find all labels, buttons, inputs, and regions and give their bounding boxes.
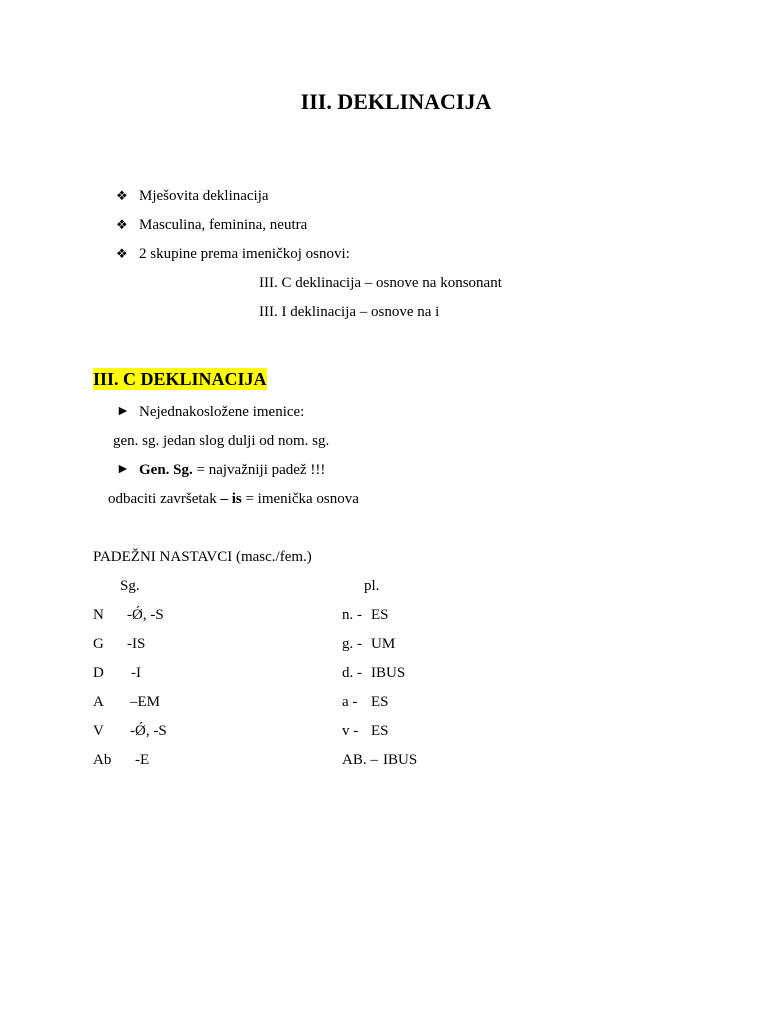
intro-sub-item: III. I deklinacija – osnove na i: [259, 304, 440, 320]
triangle-arrow-icon: ►: [116, 404, 130, 419]
diamond-bullet-icon: ❖: [116, 246, 128, 261]
plural-case-name: a -: [342, 694, 358, 710]
case-name: G: [93, 636, 104, 652]
case-name: Ab: [93, 752, 112, 768]
plural-label: pl.: [364, 578, 380, 594]
genitive-note: = najvažniji padež !!!: [192, 462, 326, 478]
case-name: D: [93, 665, 104, 681]
triangle-arrow-icon: ►: [116, 462, 130, 477]
section-point-detail: gen. sg. jedan slog dulji od nom. sg.: [113, 433, 330, 449]
plural-ending: IBUS: [383, 752, 418, 768]
plural-case-name: v -: [342, 723, 359, 739]
plural-case-name: AB. –: [342, 752, 378, 768]
case-name: N: [93, 607, 104, 623]
plural-ending: ES: [371, 607, 389, 623]
diamond-bullet-icon: ❖: [116, 188, 128, 203]
plural-ending: UM: [371, 636, 396, 652]
intro-sub-item: III. C deklinacija – osnove na konsonant: [259, 275, 502, 291]
plural-ending: ES: [371, 694, 389, 710]
plural-case-name: d. -: [342, 665, 362, 681]
genitive-label: Gen. Sg.: [139, 462, 193, 478]
stem-rule-post: = imenička osnova: [241, 491, 359, 507]
section-point: Nejednakosložene imenice:: [139, 404, 305, 420]
singular-ending: -IS: [127, 636, 146, 652]
case-name: A: [93, 694, 104, 710]
intro-bullet-item: 2 skupine prema imeničkoj osnovi:: [139, 246, 350, 262]
singular-ending: -Ǿ, -S: [127, 607, 164, 623]
plural-case-name: g. -: [342, 636, 362, 652]
plural-case-name: n. -: [342, 607, 362, 623]
diamond-bullet-icon: ❖: [116, 217, 128, 232]
plural-ending: ES: [371, 723, 389, 739]
plural-ending: IBUS: [371, 665, 406, 681]
section-point: [139, 461, 325, 479]
singular-ending: –EM: [130, 694, 160, 710]
singular-ending: -Ǿ, -S: [130, 723, 167, 739]
singular-label: Sg.: [120, 578, 140, 594]
stem-rule-pre: odbaciti završetak: [108, 491, 221, 507]
section-heading-c: III. C DEKLINACIJA: [93, 369, 267, 389]
endings-heading: PADEŽNI NASTAVCI (masc./fem.): [93, 549, 312, 565]
singular-ending: -I: [131, 665, 141, 681]
intro-bullet-item: Mješovita deklinacija: [139, 188, 269, 204]
intro-bullet-item: Masculina, feminina, neutra: [139, 217, 308, 233]
stem-rule: [108, 490, 359, 508]
page-title: III. DEKLINACIJA: [300, 89, 492, 114]
case-name: V: [93, 723, 104, 739]
singular-ending: -E: [135, 752, 150, 768]
stem-rule-ending: – is: [220, 491, 242, 507]
